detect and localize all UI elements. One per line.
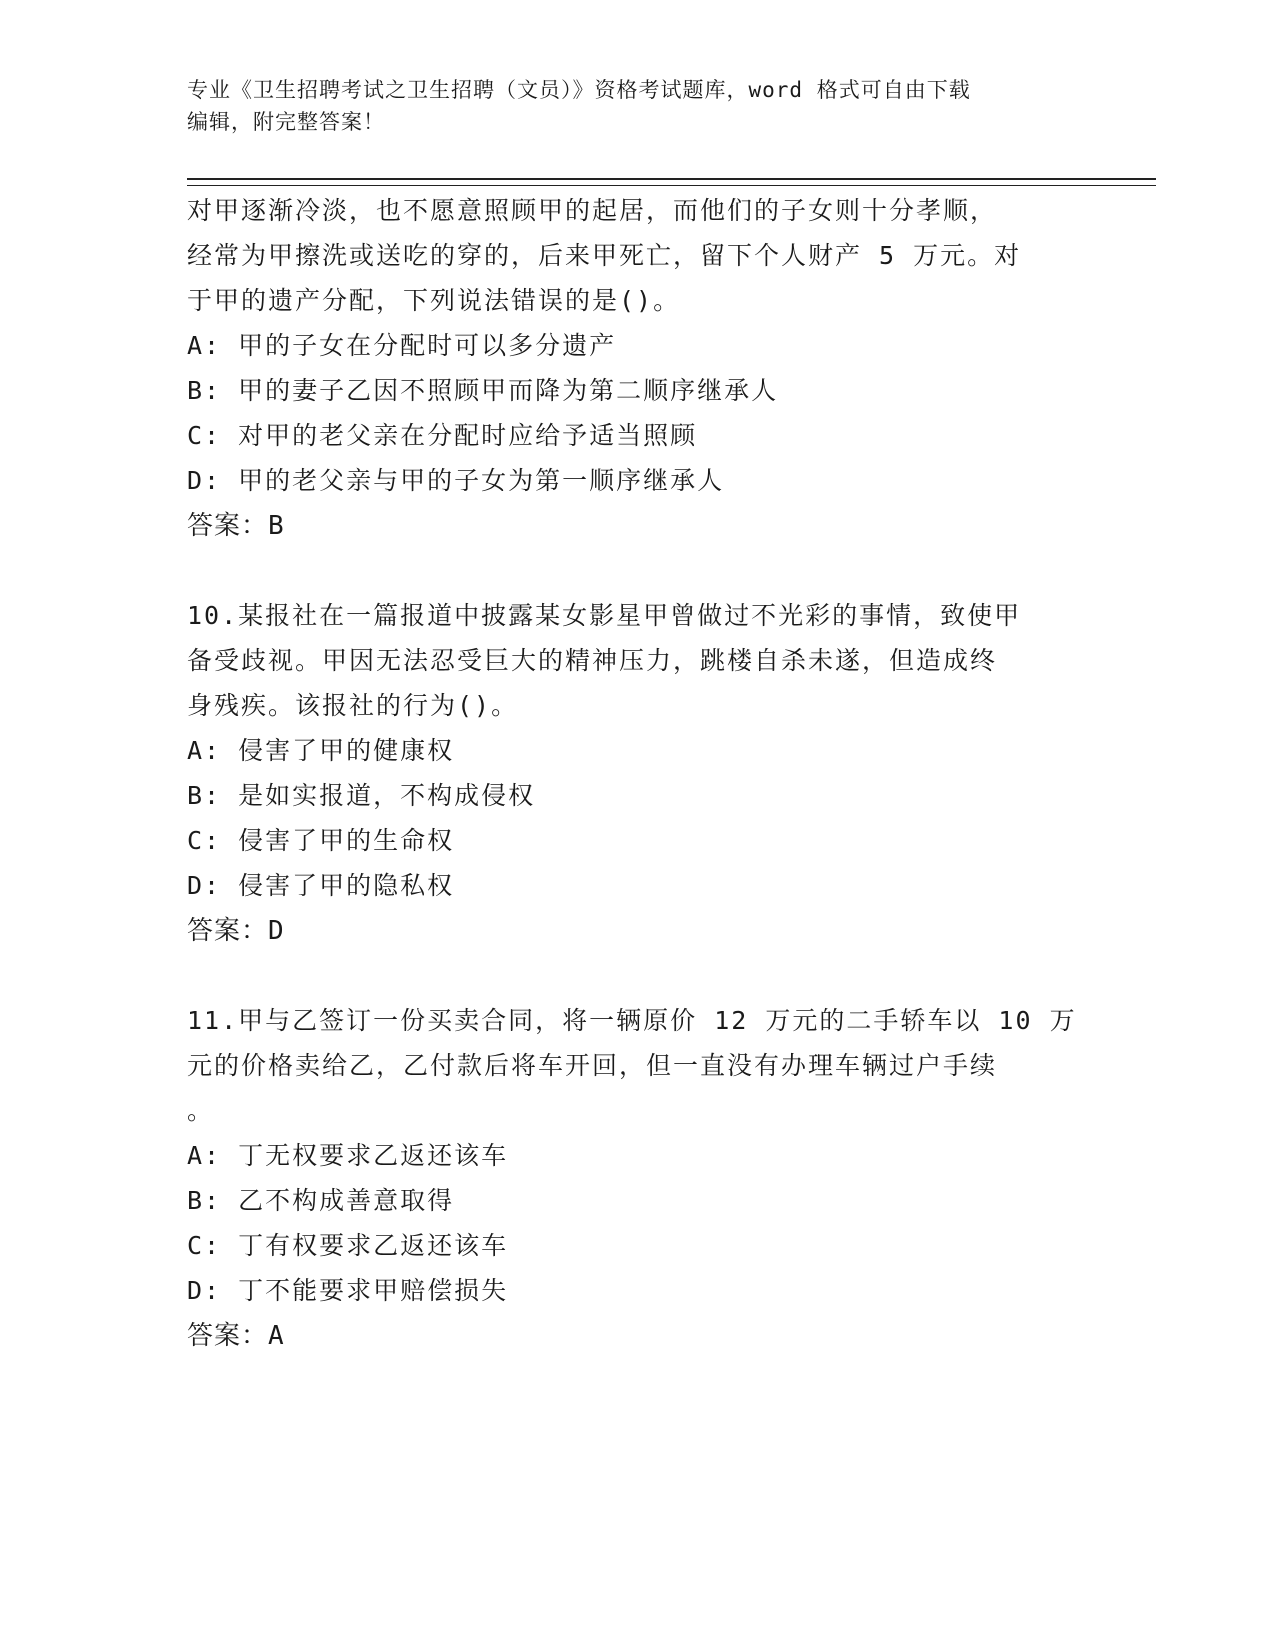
option-c: C: 侵害了甲的生命权 <box>187 826 455 855</box>
question-text-line: 身残疾。该报社的行为()。 <box>187 691 519 720</box>
document-body <box>187 188 1087 1359</box>
answer-label: 答案： <box>187 1321 269 1351</box>
answer-value: B <box>268 511 285 541</box>
option-b: B: 是如实报道，不构成侵权 <box>187 781 536 810</box>
question-text-line: 10.某报社在一篇报道中披露某女影星甲曾做过不光彩的事情，致使甲 <box>187 601 1022 630</box>
header-line-1: 专业《卫生招聘考试之卫生招聘（文员）》资格考试题库，word 格式可自由下载 <box>187 78 971 102</box>
question-text-line: 备受歧视。甲因无法忍受巨大的精神压力，跳楼自杀未遂，但造成终 <box>187 646 998 675</box>
question-text-line: 经常为甲擦洗或送吃的穿的，后来甲死亡，留下个人财产 5 万元。对 <box>187 241 1022 270</box>
option-d: D: 丁不能要求甲赔偿损失 <box>187 1276 509 1305</box>
question-text-line: 。 <box>187 1096 215 1125</box>
option-a: A: 丁无权要求乙返还该车 <box>187 1141 509 1170</box>
option-b: B: 乙不构成善意取得 <box>187 1186 455 1215</box>
option-a: A: 侵害了甲的健康权 <box>187 736 455 765</box>
question-10 <box>187 593 1087 954</box>
answer-label: 答案： <box>187 511 269 541</box>
question-text-line: 元的价格卖给乙，乙付款后将车开回，但一直没有办理车辆过户手续 <box>187 1051 998 1080</box>
option-a: A: 甲的子女在分配时可以多分遗产 <box>187 331 617 360</box>
option-d: D: 侵害了甲的隐私权 <box>187 871 455 900</box>
option-c: C: 丁有权要求乙返还该车 <box>187 1231 509 1260</box>
question-9 <box>187 188 1087 549</box>
answer-line <box>187 908 1087 954</box>
spacer <box>187 954 1087 998</box>
answer-value: A <box>268 1321 285 1351</box>
question-text-line: 11.甲与乙签订一份买卖合同，将一辆原价 12 万元的二手轿车以 10 万 <box>187 1006 1077 1035</box>
question-text-line: 对甲逐渐冷淡，也不愿意照顾甲的起居，而他们的子女则十分孝顺， <box>187 196 998 225</box>
answer-label: 答案： <box>187 916 269 946</box>
answer-line <box>187 1313 1087 1359</box>
answer-line <box>187 503 1087 549</box>
answer-value: D <box>268 916 285 946</box>
question-11 <box>187 998 1087 1359</box>
header-line-2: 编辑，附完整答案！ <box>187 110 385 134</box>
header-divider <box>187 178 1156 186</box>
question-text-line: 于甲的遗产分配，下列说法错误的是()。 <box>187 286 681 315</box>
option-d: D: 甲的老父亲与甲的子女为第一顺序继承人 <box>187 466 725 495</box>
page-header <box>187 74 1067 138</box>
option-b: B: 甲的妻子乙因不照顾甲而降为第二顺序继承人 <box>187 376 779 405</box>
option-c: C: 对甲的老父亲在分配时应给予适当照顾 <box>187 421 698 450</box>
spacer <box>187 549 1087 593</box>
